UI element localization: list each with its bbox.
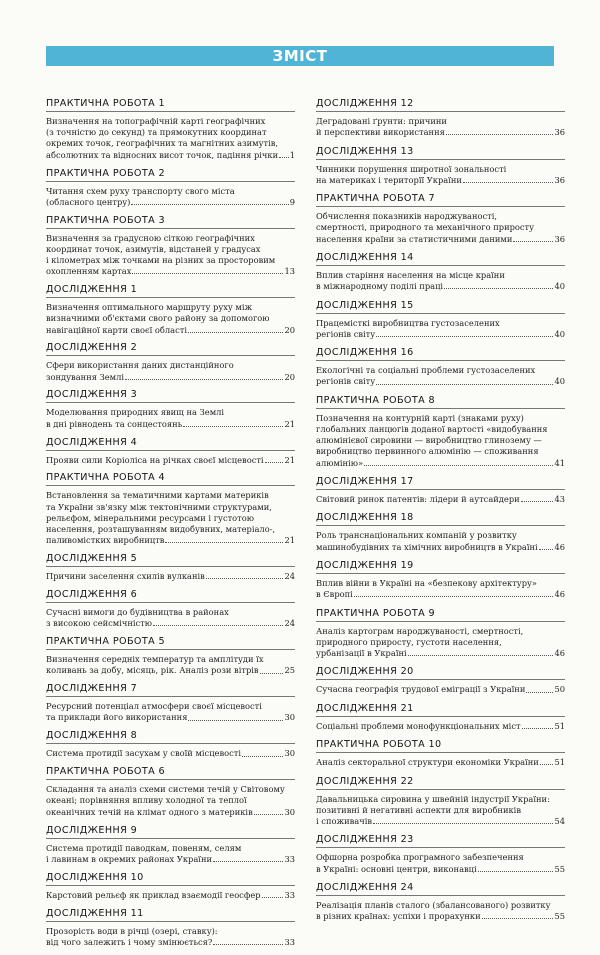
entry-heading: ПРАКТИЧНА РОБОТА 5 bbox=[46, 636, 166, 648]
entry-title-line: та України зв'язку між тектонічними структурами, bbox=[46, 501, 272, 512]
page-number: 50 bbox=[554, 684, 565, 695]
entry-divider bbox=[316, 313, 565, 314]
toc-entry bbox=[316, 395, 565, 469]
entry-title-line: позитивні й негативні аспекти для виробників bbox=[316, 804, 522, 815]
entry-title-line: Встановлення за тематичними картами материків bbox=[46, 490, 269, 501]
entry-divider bbox=[46, 228, 295, 229]
entry-title-line: навігаційної карти своєї області bbox=[46, 324, 187, 335]
entry-title-line: в різних країнах: успіхи і прорахунки bbox=[316, 911, 481, 922]
entry-last-line bbox=[46, 150, 295, 161]
entry-last-line bbox=[316, 864, 565, 875]
toc-entry bbox=[46, 215, 295, 278]
entry-heading: ДОСЛІДЖЕННЯ 3 bbox=[46, 389, 138, 401]
entry-divider bbox=[46, 696, 295, 697]
entry-title-line: Моделювання природних явищ на Землі bbox=[46, 407, 225, 418]
entry-divider bbox=[46, 485, 295, 486]
entry-heading: ДОСЛІДЖЕННЯ 15 bbox=[316, 299, 414, 311]
entry-divider bbox=[46, 450, 295, 451]
toc-entry bbox=[46, 472, 295, 546]
entry-title-line: та приклади його використання bbox=[46, 712, 188, 723]
entry-last-line bbox=[46, 665, 295, 676]
entry-title-line: Аналіз картограм народжуваності, смертності, bbox=[316, 625, 524, 636]
entry-heading: ДОСЛІДЖЕННЯ 14 bbox=[316, 251, 414, 263]
entry-title-line: Прозорість води в річці (озері, ставку): bbox=[46, 925, 218, 936]
dot-leader bbox=[279, 157, 289, 158]
entry-last-line bbox=[316, 648, 565, 659]
dot-leader bbox=[521, 501, 554, 502]
entry-title-line: координат точок, азимутів, відстаней у градусах bbox=[46, 243, 261, 254]
entry-last-line bbox=[46, 455, 295, 466]
page-number: 13 bbox=[284, 266, 295, 277]
toc-entry bbox=[316, 666, 565, 695]
entry-title-line: рельєфом, мінеральними ресурсами і густотою bbox=[46, 512, 254, 523]
entry-divider bbox=[46, 602, 295, 603]
entry-title-line: Причини заселення схилів вулканів bbox=[46, 571, 205, 582]
entry-last-line bbox=[46, 419, 295, 430]
entry-last-line bbox=[46, 937, 295, 948]
entry-title-line: і споживачів bbox=[316, 815, 373, 826]
entry-last-line bbox=[316, 542, 565, 553]
entry-title-line: (з точністю до секунд) та прямокутних координат bbox=[46, 127, 267, 138]
entry-heading: ДОСЛІДЖЕННЯ 17 bbox=[316, 475, 414, 487]
toc-entry bbox=[316, 739, 565, 768]
entry-heading: ДОСЛІДЖЕННЯ 1 bbox=[46, 284, 138, 296]
dot-leader bbox=[153, 625, 283, 626]
page-title: ЗМІСТ bbox=[272, 47, 328, 65]
entry-divider bbox=[46, 779, 295, 780]
toc-entry bbox=[46, 589, 295, 629]
entry-divider bbox=[46, 402, 295, 403]
entry-last-line bbox=[46, 197, 295, 208]
entry-title-line: на материках і територїї України bbox=[316, 174, 462, 185]
entry-last-line bbox=[316, 684, 565, 695]
entry-last-line bbox=[46, 325, 295, 336]
entry-heading: ПРАКТИЧНА РОБОТА 3 bbox=[46, 214, 166, 226]
toc-column-left bbox=[46, 98, 295, 955]
page-number: 21 bbox=[284, 418, 295, 429]
entry-title-line: Карстовий рельєф як приклад взаємодії геосфер bbox=[46, 889, 261, 900]
page-number: 51 bbox=[554, 720, 565, 731]
toc-entry bbox=[316, 347, 565, 387]
dot-leader bbox=[539, 549, 554, 550]
entry-heading: ПРАКТИЧНА РОБОТА 8 bbox=[316, 394, 436, 406]
entry-title-line: Аналіз секторальної структури економіки України bbox=[316, 757, 539, 768]
page-number: 21 bbox=[284, 454, 295, 465]
toc-column-right bbox=[316, 98, 565, 930]
entry-last-line bbox=[316, 911, 565, 922]
entry-divider bbox=[316, 111, 565, 112]
entry-title-line: природного приросту, густоти населення, bbox=[316, 636, 502, 647]
entry-title-line: коливань за добу, місяць, рік. Аналіз рози вітрів bbox=[46, 665, 259, 676]
toc-entry bbox=[46, 766, 295, 818]
entry-title-line: Визначення за градусною сіткою географічних bbox=[46, 232, 255, 243]
entry-title-line: зондування Землі bbox=[46, 371, 125, 382]
toc-entry bbox=[316, 560, 565, 600]
entry-title-line: алюмінієвої сировини — виробництво глинозему — bbox=[316, 435, 542, 446]
toc-entry bbox=[316, 703, 565, 732]
entry-divider bbox=[316, 206, 565, 207]
entry-title-line: і кілометрах між точками на різних за просторовим bbox=[46, 255, 276, 265]
entry-divider bbox=[316, 716, 565, 717]
entry-heading: ДОСЛІДЖЕННЯ 21 bbox=[316, 702, 414, 714]
entry-title-line: Обчислення показників народжуваності, bbox=[316, 211, 498, 222]
entry-title-line: алюмінію» bbox=[316, 457, 364, 468]
dot-leader bbox=[446, 134, 554, 135]
entry-divider bbox=[316, 679, 565, 680]
page-number: 24 bbox=[284, 618, 295, 629]
entry-title-line: Вплив старіння населення на місце країни bbox=[316, 269, 505, 280]
entry-last-line bbox=[316, 329, 565, 340]
entry-title-line: Вплив війни в Україні на «безпекову архітектуру» bbox=[316, 577, 537, 588]
page-number: 24 bbox=[284, 571, 295, 582]
entry-title-line: машинобудівних та хімічних виробництв в Україні bbox=[316, 541, 538, 552]
dot-leader bbox=[183, 426, 283, 427]
toc-entry bbox=[46, 636, 295, 676]
entry-title-line: Роль транснаціональних компаній у розвитку bbox=[316, 530, 517, 541]
dot-leader bbox=[260, 673, 284, 674]
toc-entry bbox=[316, 608, 565, 660]
page-number: 55 bbox=[554, 863, 565, 874]
page-number: 30 bbox=[284, 712, 295, 723]
entry-title-line: Визначення оптимального маршруту руху між bbox=[46, 302, 253, 313]
entry-title-line: Сфери використання даних дистанційного bbox=[46, 360, 234, 371]
page-number: 46 bbox=[554, 647, 565, 658]
page-number: 1 bbox=[289, 149, 295, 160]
dot-leader bbox=[125, 379, 283, 380]
entry-divider bbox=[46, 649, 295, 650]
page-number: 33 bbox=[284, 853, 295, 864]
entry-title-line: урбанізації в Україні bbox=[316, 647, 407, 658]
contents-banner bbox=[46, 46, 554, 66]
entry-title-line: Світовий ринок патентів: лідери й аутсайдери bbox=[316, 493, 520, 504]
page-number: 30 bbox=[284, 806, 295, 817]
entry-last-line bbox=[316, 376, 565, 387]
entry-title-line: Визначення середніх температур та амплітуди їх bbox=[46, 654, 264, 665]
entry-last-line bbox=[46, 712, 295, 723]
entry-title-line: Прояви сили Коріоліса на річках своєї місцевості bbox=[46, 454, 264, 465]
entry-divider bbox=[316, 573, 565, 574]
entry-last-line bbox=[46, 372, 295, 383]
dot-leader bbox=[408, 655, 554, 656]
toc-entry bbox=[316, 512, 565, 552]
entry-title-line: Ресурсний потенціал атмосфери своєї місцевості bbox=[46, 701, 262, 712]
entry-heading: ПРАКТИЧНА РОБОТА 9 bbox=[316, 607, 436, 619]
dot-leader bbox=[254, 814, 284, 815]
entry-title-line: Читання схем руху транспорту свого міста bbox=[46, 185, 235, 196]
entry-title-line: окремих точок, географічних та магнітних азимутів, bbox=[46, 138, 279, 149]
dot-leader bbox=[206, 578, 284, 579]
entry-title-line: Сучасна географія трудової еміграції з України bbox=[316, 684, 526, 695]
page-number: 46 bbox=[554, 589, 565, 600]
entry-last-line bbox=[46, 266, 295, 277]
toc-entry bbox=[316, 252, 565, 292]
dot-leader bbox=[513, 241, 553, 242]
entry-heading: ПРАКТИЧНА РОБОТА 7 bbox=[316, 193, 436, 205]
entry-title-line: в Європі bbox=[316, 589, 353, 600]
entry-last-line bbox=[46, 618, 295, 629]
entry-title-line: Деградовані ґрунти: причини bbox=[316, 116, 447, 126]
dot-leader bbox=[376, 384, 553, 385]
toc-entry bbox=[46, 284, 295, 336]
entry-title-line: виробництво первинного алюмінію — споживання bbox=[316, 446, 539, 457]
entry-heading: ДОСЛІДЖЕННЯ 23 bbox=[316, 834, 414, 846]
toc-entry bbox=[46, 683, 295, 723]
entry-title-line: океанічних течій на клімат одного з материків bbox=[46, 806, 253, 817]
entry-heading: ДОСЛІДЖЕННЯ 22 bbox=[316, 775, 414, 787]
entry-title-line: Працемісткі виробництва густозаселених bbox=[316, 317, 500, 328]
toc-entry bbox=[46, 730, 295, 759]
page-number: 33 bbox=[284, 889, 295, 900]
toc-entry bbox=[46, 872, 295, 901]
toc-entry bbox=[46, 168, 295, 208]
entry-heading: ДОСЛІДЖЕННЯ 10 bbox=[46, 871, 144, 883]
entry-title-line: паливомістких виробництв bbox=[46, 535, 165, 546]
entry-heading: ДОСЛІДЖЕННЯ 18 bbox=[316, 512, 414, 524]
entry-title-line: Давальницька сировина у швейній індустрії України: bbox=[316, 793, 550, 804]
dot-leader bbox=[444, 288, 553, 289]
entry-title-line: Сучасні вимоги до будівництва в районах bbox=[46, 607, 229, 618]
toc-entry bbox=[46, 908, 295, 948]
entry-title-line: і лавинам в окремих районах України bbox=[46, 853, 213, 864]
entry-last-line bbox=[316, 175, 565, 186]
dot-leader bbox=[242, 756, 283, 757]
entry-title-line: Соціальні проблеми монофункціональних міст bbox=[316, 720, 521, 731]
toc-entry bbox=[316, 193, 565, 245]
dot-leader bbox=[165, 542, 283, 543]
entry-last-line bbox=[46, 854, 295, 865]
entry-divider bbox=[316, 525, 565, 526]
entry-title-line: Система протидії засухам у своїй місцевості bbox=[46, 748, 241, 759]
entry-last-line bbox=[46, 890, 295, 901]
entry-heading: ПРАКТИЧНА РОБОТА 1 bbox=[46, 98, 166, 109]
entry-title-line: Складання та аналіз схеми системи течій у Світовому bbox=[46, 784, 285, 795]
toc-entry bbox=[316, 300, 565, 340]
entry-heading: ПРАКТИЧНА РОБОТА 6 bbox=[46, 766, 166, 778]
entry-divider bbox=[316, 408, 565, 409]
entry-heading: ДОСЛІДЖЕННЯ 7 bbox=[46, 683, 138, 695]
entry-last-line bbox=[46, 535, 295, 546]
entry-divider bbox=[316, 895, 565, 896]
dot-leader bbox=[463, 182, 554, 183]
toc-entry bbox=[316, 146, 565, 186]
entry-heading: ДОСЛІДЖЕННЯ 16 bbox=[316, 347, 414, 359]
entry-title-line: абсолютних та відносних висот точок, падіння річки bbox=[46, 149, 279, 160]
page-number: 36 bbox=[554, 233, 565, 244]
entry-title-line: Екологічні та соціальні проблеми густозаселених bbox=[316, 365, 536, 376]
toc-entry bbox=[46, 342, 295, 382]
page-number: 30 bbox=[284, 748, 295, 759]
entry-title-line: охопленням картах bbox=[46, 266, 132, 277]
entry-title-line: в міжнародному поділі праці bbox=[316, 281, 444, 292]
entry-title-line: глобальних ланцюгів доданої вартості «видобування bbox=[316, 423, 548, 434]
toc-entry bbox=[46, 437, 295, 466]
dot-leader bbox=[188, 332, 283, 333]
entry-heading: ДОСЛІДЖЕННЯ 11 bbox=[46, 907, 144, 919]
entry-title-line: населення, розташуванням видобувних, матеріало-, bbox=[46, 524, 276, 535]
dot-leader bbox=[213, 944, 283, 945]
page-number: 43 bbox=[554, 493, 565, 504]
entry-last-line bbox=[46, 807, 295, 818]
page-number: 33 bbox=[284, 936, 295, 947]
entry-title-line: в дні рівнодень та сонцестоянь bbox=[46, 418, 183, 429]
dot-leader bbox=[265, 462, 284, 463]
entry-title-line: смертності, природного та механічного приросту bbox=[316, 222, 535, 233]
toc-entry bbox=[46, 389, 295, 429]
entry-last-line bbox=[46, 748, 295, 759]
entry-last-line bbox=[46, 571, 295, 582]
entry-heading: ДОСЛІДЖЕННЯ 5 bbox=[46, 553, 138, 565]
dot-leader bbox=[132, 273, 283, 274]
entry-heading: ДОСЛІДЖЕННЯ 6 bbox=[46, 589, 138, 601]
entry-heading: ДОСЛІДЖЕННЯ 9 bbox=[46, 824, 138, 836]
page-number: 41 bbox=[554, 457, 565, 468]
entry-last-line bbox=[316, 721, 565, 732]
dot-leader bbox=[188, 720, 283, 721]
dot-leader bbox=[373, 823, 553, 824]
entry-title-line: Визначення на топографічній карті географічних bbox=[46, 116, 266, 126]
entry-heading: ПРАКТИЧНА РОБОТА 10 bbox=[316, 739, 442, 751]
dot-leader bbox=[131, 204, 288, 205]
toc-entry bbox=[316, 98, 565, 138]
entry-divider bbox=[46, 885, 295, 886]
page-number: 55 bbox=[554, 911, 565, 922]
entry-last-line bbox=[316, 458, 565, 469]
entry-divider bbox=[316, 360, 565, 361]
toc-entry bbox=[316, 776, 565, 828]
entry-divider bbox=[316, 489, 565, 490]
dot-leader bbox=[364, 465, 553, 466]
dot-leader bbox=[526, 692, 553, 693]
entry-title-line: в Україні: основні центри, виконавці bbox=[316, 863, 477, 874]
page-number: 40 bbox=[554, 328, 565, 339]
entry-title-line: населення країни за статистичними даними bbox=[316, 233, 513, 244]
entry-divider bbox=[46, 921, 295, 922]
entry-divider bbox=[46, 181, 295, 182]
entry-last-line bbox=[316, 127, 565, 138]
entry-title-line: Система протидії паводкам, повеням, селям bbox=[46, 842, 242, 853]
toc-entry bbox=[316, 882, 565, 922]
page-number: 36 bbox=[554, 174, 565, 185]
entry-divider bbox=[46, 743, 295, 744]
entry-divider bbox=[316, 621, 565, 622]
page-number: 20 bbox=[284, 371, 295, 382]
page-number: 36 bbox=[554, 127, 565, 138]
entry-divider bbox=[46, 297, 295, 298]
toc-entry bbox=[316, 476, 565, 505]
entry-last-line bbox=[316, 757, 565, 768]
dot-leader bbox=[540, 764, 554, 765]
entry-heading: ДОСЛІДЖЕННЯ 24 bbox=[316, 881, 414, 893]
entry-heading: ДОСЛІДЖЕННЯ 13 bbox=[316, 145, 414, 157]
page-number: 21 bbox=[284, 535, 295, 546]
entry-last-line bbox=[316, 234, 565, 245]
dot-leader bbox=[522, 728, 554, 729]
page-number: 51 bbox=[554, 757, 565, 768]
entry-heading: ДОСЛІДЖЕННЯ 12 bbox=[316, 98, 414, 109]
toc-entry bbox=[316, 834, 565, 874]
entry-divider bbox=[46, 355, 295, 356]
entry-title-line: Чинники порушення широтної зональності bbox=[316, 163, 507, 174]
dot-leader bbox=[262, 897, 284, 898]
dot-leader bbox=[376, 336, 553, 337]
entry-title-line: Офшорна розробка програмного забезпечення bbox=[316, 852, 524, 863]
entry-divider bbox=[316, 752, 565, 753]
entry-heading: ПРАКТИЧНА РОБОТА 4 bbox=[46, 472, 166, 484]
entry-divider bbox=[46, 838, 295, 839]
entry-title-line: регіонів світу bbox=[316, 376, 376, 387]
entry-heading: ДОСЛІДЖЕННЯ 8 bbox=[46, 730, 138, 742]
page-number: 40 bbox=[554, 376, 565, 387]
page-number: 9 bbox=[289, 196, 295, 207]
toc-entry bbox=[46, 553, 295, 582]
entry-title-line: Реалізація планів сталого (збалансованого) розвитку bbox=[316, 899, 551, 910]
entry-divider bbox=[46, 111, 295, 112]
entry-title-line: визначними об'єктами свого району за допомогою bbox=[46, 313, 270, 324]
entry-divider bbox=[316, 265, 565, 266]
entry-title-line: (обласного центру) bbox=[46, 196, 131, 207]
entry-divider bbox=[316, 159, 565, 160]
page-number: 54 bbox=[554, 815, 565, 826]
entry-title-line: Позначення на контурній карті (знаками руху) bbox=[316, 412, 524, 423]
entry-divider bbox=[46, 566, 295, 567]
entry-title-line: від чого залежить і чому змінюється? bbox=[46, 936, 213, 947]
entry-heading: ДОСЛІДЖЕННЯ 19 bbox=[316, 559, 414, 571]
dot-leader bbox=[354, 596, 554, 597]
entry-heading: ДОСЛІДЖЕННЯ 20 bbox=[316, 666, 414, 678]
entry-title-line: океані; порівняння впливу холодної та теплої bbox=[46, 795, 247, 806]
entry-heading: ПРАКТИЧНА РОБОТА 2 bbox=[46, 167, 166, 179]
entry-title-line: й перспективи використання bbox=[316, 127, 445, 138]
entry-last-line bbox=[316, 281, 565, 292]
dot-leader bbox=[482, 918, 554, 919]
page-number: 20 bbox=[284, 324, 295, 335]
page-number: 25 bbox=[284, 665, 295, 676]
entry-last-line bbox=[316, 816, 565, 827]
entry-heading: ДОСЛІДЖЕННЯ 2 bbox=[46, 342, 138, 354]
entry-title-line: регіонів світу bbox=[316, 328, 376, 339]
toc-entry bbox=[46, 825, 295, 865]
page-number: 46 bbox=[554, 541, 565, 552]
entry-last-line bbox=[316, 494, 565, 505]
entry-title-line: з високою сейсмічністю bbox=[46, 618, 153, 629]
entry-divider bbox=[316, 847, 565, 848]
entry-divider bbox=[316, 789, 565, 790]
dot-leader bbox=[213, 861, 283, 862]
toc-entry bbox=[46, 98, 295, 161]
page-number: 40 bbox=[554, 281, 565, 292]
entry-last-line bbox=[316, 589, 565, 600]
entry-heading: ДОСЛІДЖЕННЯ 4 bbox=[46, 436, 138, 448]
